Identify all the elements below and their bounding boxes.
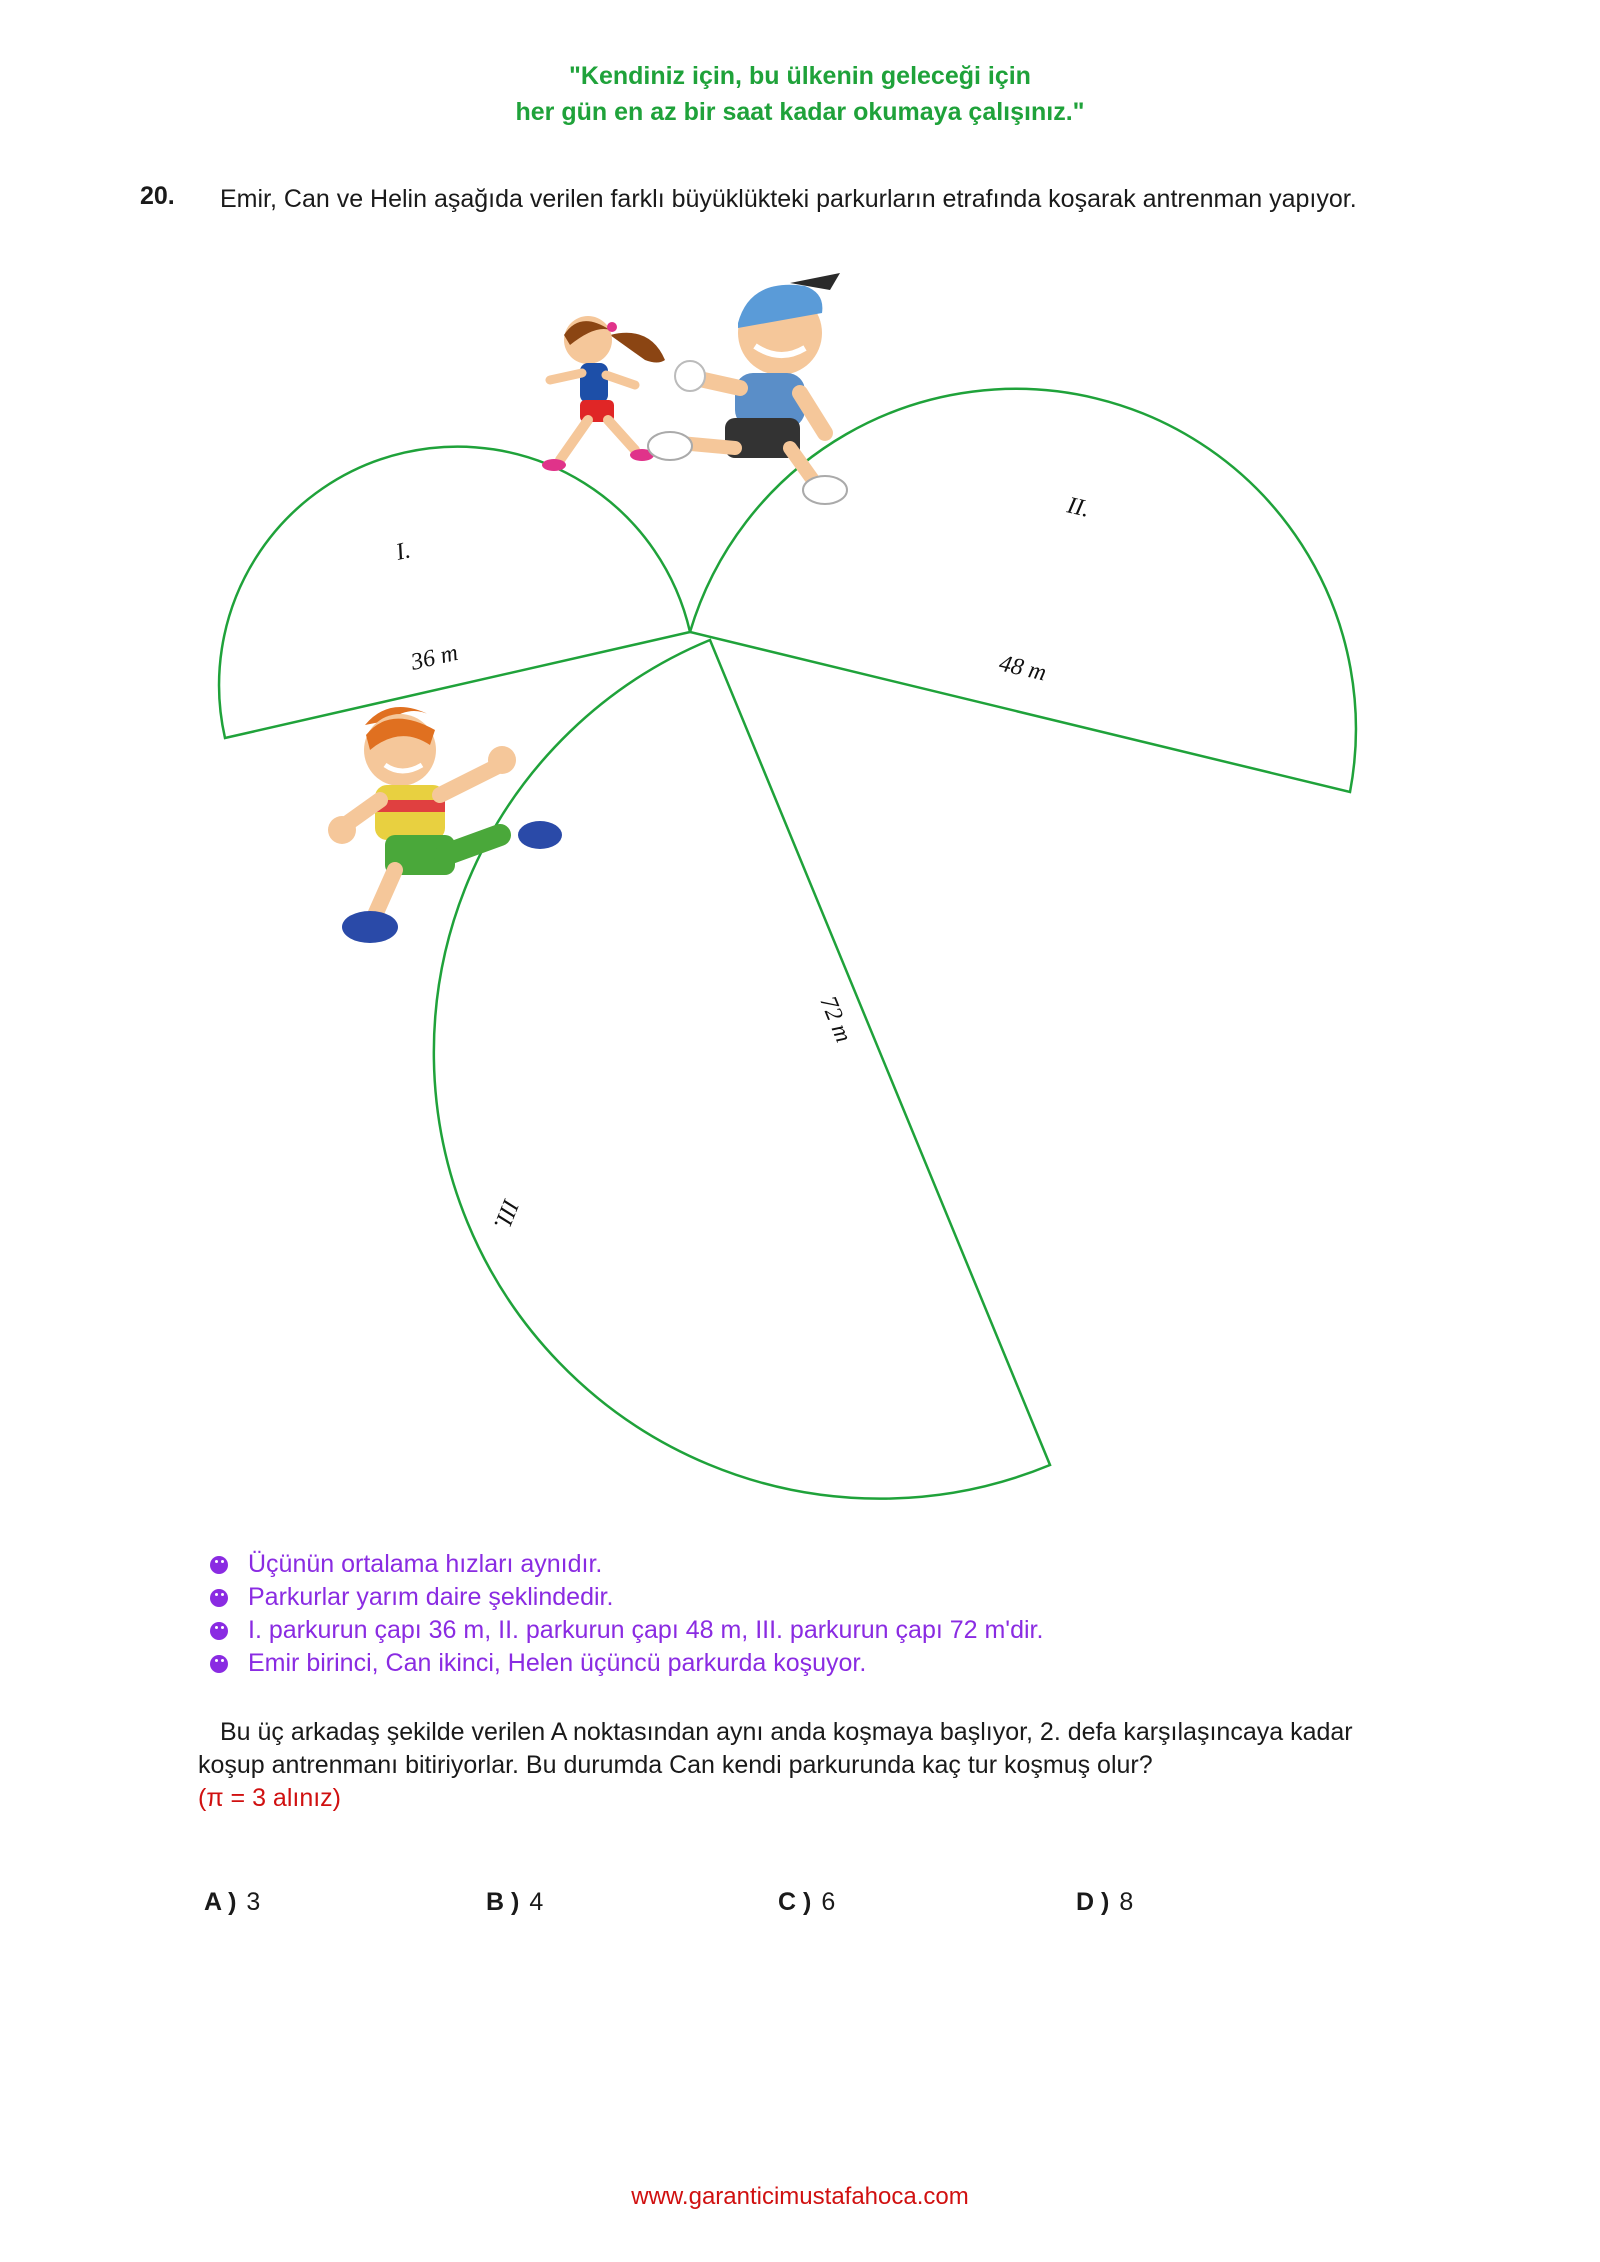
diameter-1-label: 36 m bbox=[408, 639, 461, 676]
question-text: Emir, Can ve Helin aşağıda verilen farklı büyüklükteki parkurların etrafında koşarak antrenman yapıyor. bbox=[220, 185, 1357, 213]
smiley-bullet-icon bbox=[210, 1622, 228, 1640]
question-body: Bu üç arkadaş şekilde verilen A noktasından aynı anda koşmaya başlıyor, 2. defa karşılaşıncaya kadar koşup antrenmanı bitiriyorlar. Bu durumda Can kendi parkurunda kaç tur koşmuş olur? bbox=[198, 1718, 1353, 1779]
list-item bbox=[210, 1647, 1043, 1680]
question-number: 20. bbox=[140, 182, 175, 210]
bullet-text: I. parkurun çapı 36 m, II. parkurun çapı 48 m, III. parkurun çapı 72 m'dir. bbox=[248, 1616, 1044, 1644]
runner-girl-illustration bbox=[542, 316, 665, 471]
option-b[interactable] bbox=[486, 1888, 543, 1917]
option-value: 3 bbox=[246, 1888, 261, 1916]
track-2-label: II. bbox=[1064, 492, 1092, 523]
list-item bbox=[210, 1581, 1043, 1614]
smiley-bullet-icon bbox=[210, 1556, 228, 1574]
option-label: A ) bbox=[204, 1888, 237, 1916]
track-1-label: I. bbox=[393, 537, 413, 566]
bullet-text: Parkurlar yarım daire şeklindedir. bbox=[248, 1583, 614, 1611]
track-3-semicircle bbox=[434, 640, 1050, 1499]
motto-line-1: "Kendiniz için, bu ülkenin geleceği için bbox=[569, 62, 1031, 90]
track-1-semicircle bbox=[219, 447, 690, 738]
motto-line-2: her gün en az bir saat kadar okumaya çalışınız." bbox=[515, 98, 1085, 126]
option-c[interactable] bbox=[778, 1888, 835, 1917]
runner-boy-illustration bbox=[328, 707, 562, 943]
diameter-3-label: 72 m bbox=[814, 992, 857, 1047]
runner-boy-cap-illustration bbox=[648, 273, 847, 504]
option-label: D ) bbox=[1076, 1888, 1110, 1916]
option-value: 8 bbox=[1119, 1888, 1134, 1916]
smiley-bullet-icon bbox=[210, 1655, 228, 1673]
option-value: 4 bbox=[529, 1888, 544, 1916]
option-label: C ) bbox=[778, 1888, 812, 1916]
bullet-text: Üçünün ortalama hızları aynıdır. bbox=[248, 1550, 603, 1578]
question-paragraph bbox=[198, 1716, 1418, 1815]
option-a[interactable] bbox=[204, 1888, 260, 1917]
diameter-2-label: 48 m bbox=[996, 650, 1049, 687]
info-bullet-list bbox=[210, 1548, 1043, 1680]
option-value: 6 bbox=[821, 1888, 836, 1916]
option-d[interactable] bbox=[1076, 1888, 1133, 1917]
list-item bbox=[210, 1614, 1043, 1647]
pi-note: (π = 3 alınız) bbox=[198, 1784, 341, 1812]
track-3-label: III. bbox=[488, 1195, 524, 1234]
smiley-bullet-icon bbox=[210, 1589, 228, 1607]
option-label: B ) bbox=[486, 1888, 520, 1916]
bullet-text: Emir birinci, Can ikinci, Helen üçüncü parkurda koşuyor. bbox=[248, 1649, 867, 1677]
footer-website-link[interactable]: www.garanticimustafahoca.com bbox=[631, 2183, 969, 2210]
list-item bbox=[210, 1548, 1043, 1581]
